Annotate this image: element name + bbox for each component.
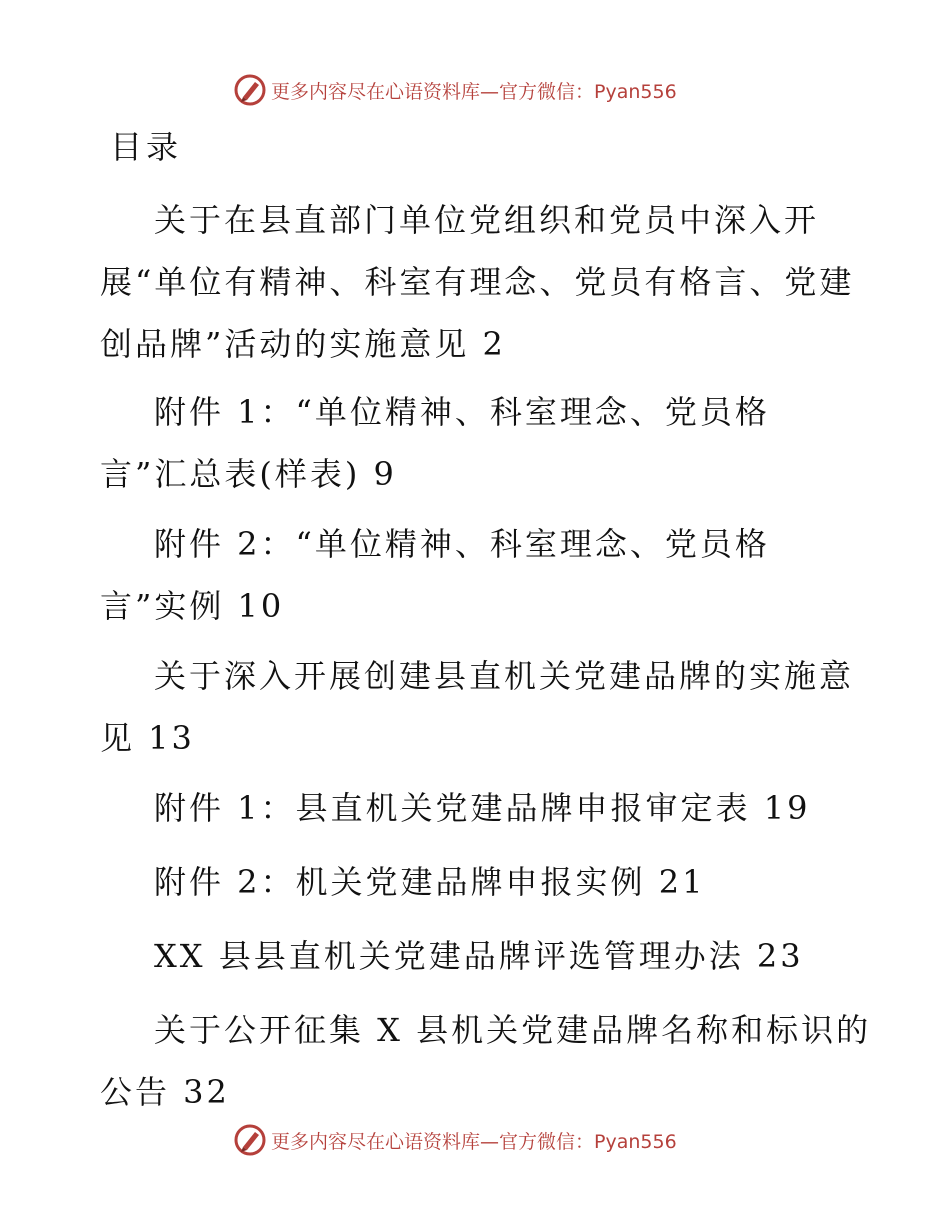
toc-entry-line: 言”汇总表(样表) 9 — [100, 455, 397, 493]
toc-entry-line: 关于在县直部门单位党组织和党员中深入开 — [154, 201, 820, 239]
toc-entry-line: 公告 32 — [100, 1073, 230, 1111]
pen-logo-icon — [233, 1123, 267, 1157]
toc-entry-line: 关于深入开展创建县直机关党建品牌的实施意 — [154, 657, 855, 695]
toc-entry[interactable] — [100, 381, 860, 505]
toc-entry-line: 附件 2：“单位精神、科室理念、党员格 — [154, 525, 770, 563]
toc-entry-line: 展“单位有精神、科室有理念、党员有格言、党建 — [100, 263, 855, 301]
toc-entry[interactable] — [100, 189, 860, 375]
toc-entry[interactable] — [100, 851, 860, 913]
toc-entry-line: 附件 1：“单位精神、科室理念、党员格 — [154, 393, 770, 431]
toc-entry[interactable] — [100, 777, 860, 839]
pen-logo-icon — [233, 73, 267, 107]
toc-entry-line: 附件 1：县直机关党建品牌申报审定表 19 — [154, 789, 811, 827]
toc-entry-line: 见 13 — [100, 719, 195, 757]
toc-entry-line: 创品牌”活动的实施意见 2 — [100, 325, 506, 363]
toc-entry-line: 附件 2：机关党建品牌申报实例 21 — [154, 863, 706, 901]
toc-entry[interactable] — [100, 645, 860, 769]
toc-entry-line: 关于公开征集 X 县机关党建品牌名称和标识的 — [154, 1011, 872, 1049]
toc-entry-line: XX 县县直机关党建品牌评选管理办法 23 — [154, 937, 804, 975]
footer-banner — [233, 1122, 677, 1158]
toc-entry[interactable] — [100, 513, 860, 637]
header-banner-text: 更多内容尽在心语资料库—官方微信：Pyan556 — [271, 80, 677, 103]
toc-title: 目录 — [110, 128, 183, 166]
toc-entry-line: 言”实例 10 — [100, 587, 285, 625]
header-banner — [233, 72, 677, 108]
footer-banner-text: 更多内容尽在心语资料库—官方微信：Pyan556 — [271, 1130, 677, 1153]
toc-entry[interactable] — [100, 999, 872, 1123]
toc-entry[interactable] — [100, 925, 860, 987]
